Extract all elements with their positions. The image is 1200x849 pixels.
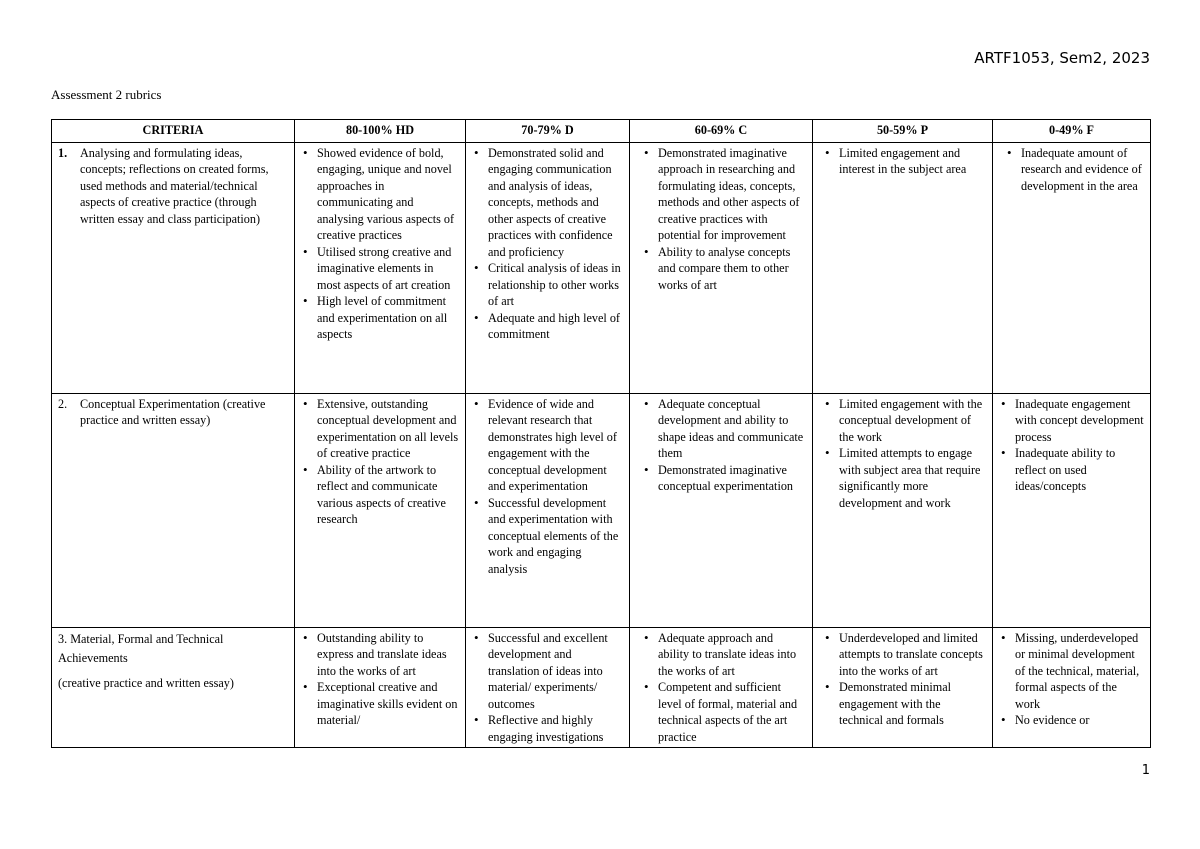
table-header-row xyxy=(52,120,1151,143)
criteria-cell xyxy=(52,393,295,627)
criteria-number: 1. xyxy=(58,145,68,160)
list-item: • Inadequate engagement with concept development process xyxy=(1015,396,1144,446)
hd-cell xyxy=(295,627,466,748)
list-item: • Outstanding ability to express and translate ideas into the works of art xyxy=(317,630,459,680)
list-item: • Reflective and highly engaging investigations xyxy=(488,712,623,745)
list-item: • Limited attempts to engage with subject area that require significantly more development and work xyxy=(839,445,986,511)
list-item: • Missing, underdeveloped or minimal development of the technical, material, formal aspects of the work xyxy=(1015,630,1144,713)
f-cell xyxy=(993,627,1151,748)
c-cell xyxy=(630,393,813,627)
column-header-hd: 80-100% HD xyxy=(295,120,466,143)
list-item: • Ability of the artwork to reflect and communicate various aspects of creative research xyxy=(317,462,459,528)
table-row xyxy=(52,142,1151,393)
p-cell xyxy=(813,142,993,393)
list-item: • Demonstrated imaginative approach in researching and formulating ideas, concepts, methods and other aspects of creative practices with potential for improvement xyxy=(658,145,806,244)
list-item: • Competent and sufficient level of formal, material and technical aspects of the art practice xyxy=(658,679,806,745)
list-item: • Successful development and experimentation with conceptual elements of the work and engaging analysis xyxy=(488,495,623,578)
list-item: • Evidence of wide and relevant research that demonstrates high level of engagement with the conceptual development and experimentation xyxy=(488,396,623,495)
list-item: • Demonstrated solid and engaging communication and analysis of ideas, concepts, methods and other aspects of creative practices with confidence and proficiency xyxy=(488,145,623,261)
column-header-d: 70-79% D xyxy=(466,120,630,143)
list-item: • Adequate approach and ability to translate ideas into the works of art xyxy=(658,630,806,680)
table-row xyxy=(52,627,1151,748)
c-cell xyxy=(630,142,813,393)
list-item: • Extensive, outstanding conceptual development and experimentation on all levels of creative practice xyxy=(317,396,459,462)
criteria-number: 2. xyxy=(58,396,68,411)
hd-cell xyxy=(295,393,466,627)
list-item: • Critical analysis of ideas in relationship to other works of art xyxy=(488,260,623,310)
rubric-table xyxy=(51,119,1151,748)
criteria-cell xyxy=(52,142,295,393)
list-item: • Underdeveloped and limited attempts to translate concepts into the works of art xyxy=(839,630,986,680)
list-item: • Successful and excellent development and translation of ideas into material/ experiments/ outcomes xyxy=(488,630,623,713)
list-item: • Adequate and high level of commitment xyxy=(488,310,623,343)
d-cell xyxy=(466,393,630,627)
hd-cell xyxy=(295,142,466,393)
list-item: • Exceptional creative and imaginative skills evident on material/ xyxy=(317,679,459,729)
list-item: • Adequate conceptual development and ability to shape ideas and communicate them xyxy=(658,396,806,462)
p-cell xyxy=(813,393,993,627)
criteria-text: Analysing and formulating ideas, concepts; reflections on created forms, used methods and material/technical aspects of creative practice (through written essay and class participation) xyxy=(80,145,269,226)
column-header-p: 50-59% P xyxy=(813,120,993,143)
document-title: Assessment 2 rubrics xyxy=(51,87,162,102)
criteria-cell xyxy=(52,627,295,748)
list-item: • Inadequate amount of research and evidence of development in the area xyxy=(1021,145,1144,195)
course-header: ARTF1053, Sem2, 2023 xyxy=(974,49,1150,67)
d-cell xyxy=(466,142,630,393)
list-item: • Demonstrated imaginative conceptual experimentation xyxy=(658,462,806,495)
list-item: • Inadequate ability to reflect on used ideas/concepts xyxy=(1015,445,1144,495)
table-row xyxy=(52,393,1151,627)
criteria-subtitle: (creative practice and written essay) xyxy=(58,675,234,690)
list-item: • High level of commitment and experimentation on all aspects xyxy=(317,293,459,343)
page-number: 1 xyxy=(1141,763,1150,778)
column-header-criteria: CRITERIA xyxy=(52,120,295,143)
list-item: • Ability to analyse concepts and compare them to other works of art xyxy=(658,244,806,294)
list-item: • Limited engagement and interest in the subject area xyxy=(839,145,986,178)
list-item: • Showed evidence of bold, engaging, unique and novel approaches in communicating and analysing various aspects of creative practices xyxy=(317,145,459,244)
d-cell xyxy=(466,627,630,748)
c-cell xyxy=(630,627,813,748)
f-cell xyxy=(993,393,1151,627)
list-item: • Demonstrated minimal engagement with the technical and formals xyxy=(839,679,986,729)
column-header-f: 0-49% F xyxy=(993,120,1151,143)
list-item: • No evidence or xyxy=(1015,712,1144,729)
list-item: • Limited engagement with the conceptual development of the work xyxy=(839,396,986,446)
criteria-title: 3. Material, Formal and Technical Achievements xyxy=(58,631,224,665)
criteria-text: Conceptual Experimentation (creative practice and written essay) xyxy=(80,396,266,427)
column-header-c: 60-69% C xyxy=(630,120,813,143)
f-cell xyxy=(993,142,1151,393)
p-cell xyxy=(813,627,993,748)
list-item: • Utilised strong creative and imaginative elements in most aspects of art creation xyxy=(317,244,459,294)
